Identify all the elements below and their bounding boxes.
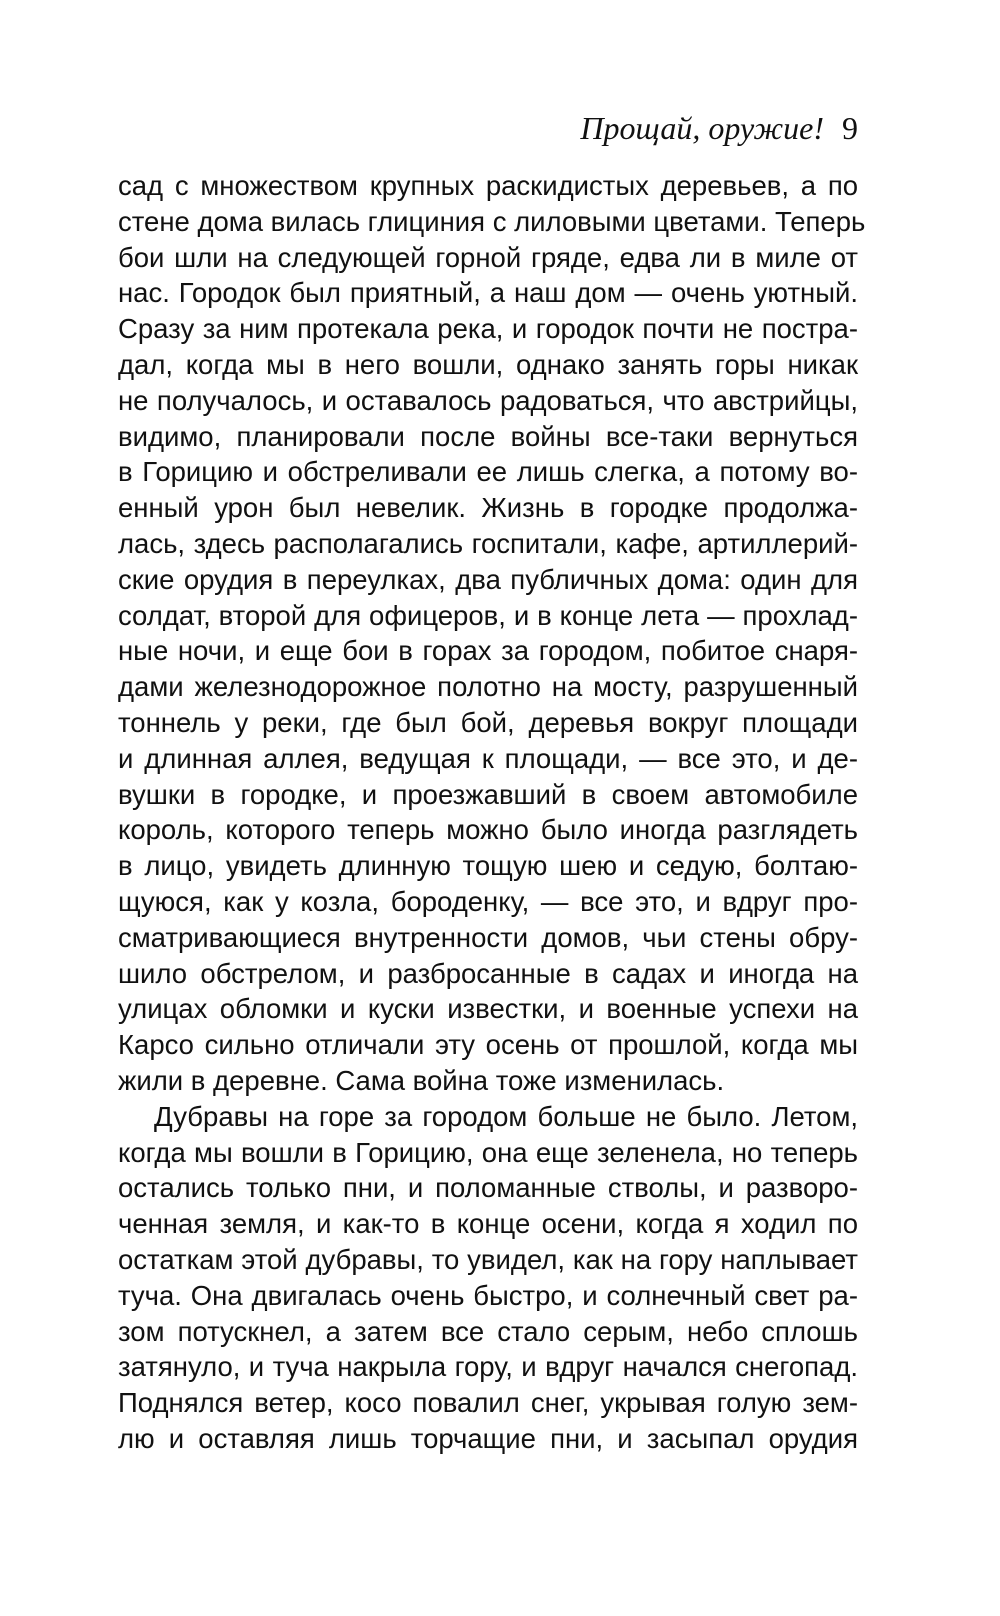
text-line: шило обстрелом, и разбросанные в садах и иногда на — [118, 957, 858, 989]
text-line: остались только пни, и поломанные стволы, и разворо- — [118, 1172, 858, 1204]
text-line: Карсо сильно отличали эту осень от прошлой, когда мы — [118, 1029, 858, 1061]
page-number: 9 — [842, 110, 858, 146]
text-line: нас. Городок был приятный, а наш дом — очень уютный. — [118, 277, 858, 309]
text-line: стене дома вилась глициния с лиловыми цветами. Теперь — [118, 205, 866, 237]
text-line: тоннель у реки, где был бой, деревья вокруг площади — [118, 706, 858, 738]
text-line: улицах обломки и куски известки, и военные успехи на — [118, 993, 858, 1025]
text-line: ские орудия в переулках, два публичных дома: один для — [118, 563, 858, 595]
text-line: жили в деревне. Сама война тоже изменилась. — [118, 1064, 725, 1096]
text-line: лась, здесь располагались госпитали, кафе, артиллерий- — [118, 527, 858, 559]
paragraph-2 — [118, 1099, 858, 1457]
text-line: солдат, второй для офицеров, и в конце лета — прохлад- — [118, 599, 858, 631]
paragraph-1 — [118, 168, 866, 1099]
text-line: Поднялся ветер, косо повалил снег, укрывая голую зем- — [118, 1387, 858, 1419]
text-line: дами железнодорожное полотно на мосту, разрушенный — [118, 671, 858, 703]
text-line: в Горицию и обстреливали ее лишь слегка, а потому во- — [118, 456, 858, 488]
text-line: дал, когда мы в него вошли, однако занять горы никак — [118, 348, 858, 380]
text-line: король, которого теперь можно было иногда разглядеть — [118, 814, 858, 846]
text-line: видимо, планировали после войны все-таки вернуться — [118, 420, 858, 452]
text-line: не получалось, и оставалось радоваться, что австрийцы, — [118, 384, 858, 416]
text-line: и длинная аллея, ведущая к площади, — все это, и де- — [118, 742, 858, 774]
body-text — [118, 168, 866, 1457]
text-line: остаткам этой дубравы, то увидел, как на гору наплывает — [118, 1243, 858, 1275]
text-line: Сразу за ним протекала река, и городок почти не постра- — [118, 313, 858, 345]
text-line: бои шли на следующей горной гряде, едва ли в миле от — [118, 241, 858, 273]
text-line: сматривающиеся внутренности домов, чьи стены обру- — [118, 921, 858, 953]
text-line: ченная земля, и как-то в конце осени, когда я ходил по — [118, 1208, 858, 1240]
text-line: щуюся, как у козла, бороденку, — все это, и вдруг про- — [118, 885, 858, 917]
text-line: лю и оставляя лишь торчащие пни, и засыпал орудия — [118, 1422, 858, 1454]
text-line: туча. Она двигалась очень быстро, и солнечный свет ра- — [118, 1279, 858, 1311]
text-line: в лицо, увидеть длинную тощую шею и седую, болтаю- — [118, 850, 858, 882]
text-line: когда мы вошли в Горицию, она еще зеленела, но теперь — [118, 1136, 858, 1168]
text-line: сад с множеством крупных раскидистых деревьев, а по — [118, 170, 858, 201]
text-line: ные ночи, и еще бои в горах за городом, побитое снаря- — [118, 635, 858, 667]
running-head — [118, 108, 858, 148]
text-line: вушки в городке, и проезжавший в своем автомобиле — [118, 778, 858, 810]
text-line: затянуло, и туча накрыла гору, и вдруг начался снегопад. — [118, 1351, 858, 1383]
running-head-title: Прощай, оружие! — [580, 110, 824, 146]
text-line: Дубравы на горе за городом больше не было. Летом, — [154, 1100, 858, 1132]
text-line: енный урон был невелик. Жизнь в городке продолжа- — [118, 492, 858, 524]
text-line: зом потускнел, а затем все стало серым, небо сплошь — [118, 1315, 858, 1347]
